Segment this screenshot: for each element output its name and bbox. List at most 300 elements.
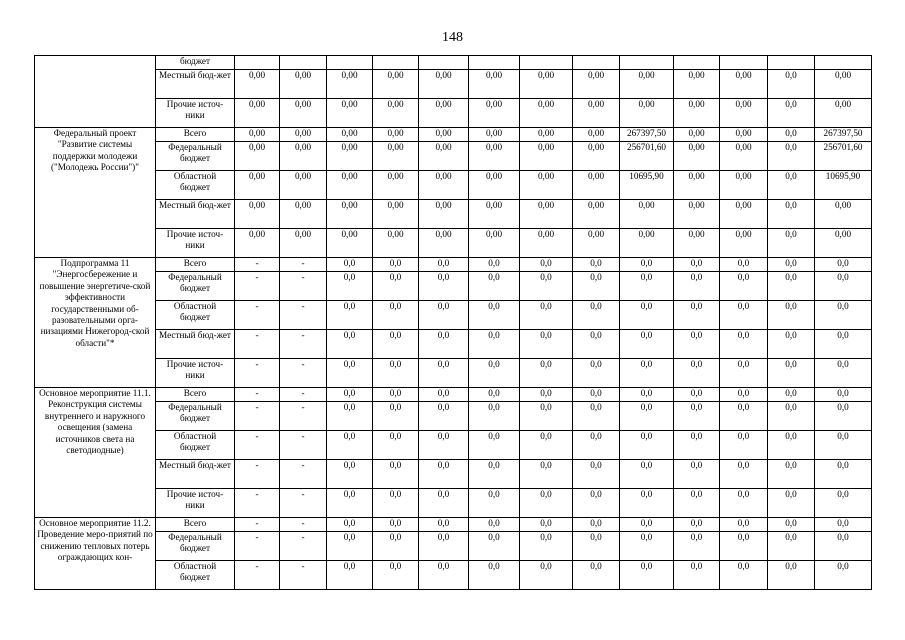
value-cell: 0,00 xyxy=(280,142,327,171)
value-cell xyxy=(469,56,520,70)
value-cell: 0,00 xyxy=(720,171,768,200)
value-cell: 0,0 xyxy=(768,200,815,229)
value-cell: 0,00 xyxy=(373,142,419,171)
value-cell: 0,0 xyxy=(815,518,872,532)
value-cell: 0,0 xyxy=(373,258,419,272)
value-cell: 0,0 xyxy=(720,359,768,388)
value-cell: 0,0 xyxy=(674,359,720,388)
value-cell: 0,00 xyxy=(280,70,327,99)
value-cell: - xyxy=(280,402,327,431)
value-cell: 0,0 xyxy=(768,561,815,590)
value-cell: - xyxy=(235,489,280,518)
value-cell: 0,00 xyxy=(720,99,768,128)
value-cell: 0,00 xyxy=(280,99,327,128)
value-cell: 0,0 xyxy=(674,460,720,489)
funding-source: Федеральный бюджет xyxy=(156,532,235,561)
value-cell: 0,0 xyxy=(327,431,373,460)
value-cell: 0,0 xyxy=(573,561,620,590)
value-cell: 0,00 xyxy=(520,171,573,200)
value-cell: 0,0 xyxy=(373,359,419,388)
table-row xyxy=(35,489,872,518)
value-cell: 0,0 xyxy=(373,330,419,359)
table-row xyxy=(35,359,872,388)
value-cell: 0,0 xyxy=(815,272,872,301)
value-cell: 0,0 xyxy=(573,402,620,431)
value-cell: 0,00 xyxy=(373,171,419,200)
value-cell: 0,0 xyxy=(419,258,469,272)
value-cell: 0,0 xyxy=(327,330,373,359)
value-cell: 0,0 xyxy=(327,460,373,489)
table-row xyxy=(35,330,872,359)
value-cell xyxy=(573,56,620,70)
page-number: 148 xyxy=(442,30,463,45)
value-cell: 0,0 xyxy=(373,272,419,301)
value-cell: 256701,60 xyxy=(815,142,872,171)
value-cell: 0,0 xyxy=(815,489,872,518)
value-cell: 0,0 xyxy=(373,518,419,532)
value-cell: 0,0 xyxy=(419,489,469,518)
value-cell: 0,0 xyxy=(674,388,720,402)
value-cell: 0,0 xyxy=(674,402,720,431)
value-cell: 0,0 xyxy=(520,388,573,402)
value-cell: 0,0 xyxy=(620,489,674,518)
value-cell: 0,00 xyxy=(327,171,373,200)
value-cell: - xyxy=(280,518,327,532)
value-cell xyxy=(815,56,872,70)
table-row xyxy=(35,200,872,229)
value-cell: 0,0 xyxy=(469,272,520,301)
value-cell: 0,0 xyxy=(573,460,620,489)
value-cell: 0,0 xyxy=(419,272,469,301)
value-cell: 0,00 xyxy=(520,229,573,258)
value-cell: 0,0 xyxy=(469,518,520,532)
value-cell: 0,0 xyxy=(373,561,419,590)
value-cell: 0,00 xyxy=(469,70,520,99)
value-cell: 0,0 xyxy=(469,258,520,272)
value-cell xyxy=(620,56,674,70)
table-row xyxy=(35,301,872,330)
value-cell: 0,00 xyxy=(573,99,620,128)
table-row xyxy=(35,272,872,301)
value-cell: 0,0 xyxy=(674,532,720,561)
value-cell: 0,00 xyxy=(720,142,768,171)
funding-source: Прочие источ-ники xyxy=(156,489,235,518)
value-cell: 0,00 xyxy=(327,70,373,99)
value-cell: 0,0 xyxy=(419,518,469,532)
table-row xyxy=(35,70,872,99)
value-cell: 0,0 xyxy=(520,359,573,388)
value-cell: 0,00 xyxy=(419,171,469,200)
value-cell: 10695,90 xyxy=(620,171,674,200)
value-cell: 0,0 xyxy=(373,301,419,330)
table-row xyxy=(35,532,872,561)
value-cell: 267397,50 xyxy=(620,128,674,142)
value-cell: 0,0 xyxy=(768,272,815,301)
funding-source: Местный бюд-жет xyxy=(156,460,235,489)
table-row xyxy=(35,99,872,128)
value-cell: 0,00 xyxy=(373,128,419,142)
value-cell: - xyxy=(235,402,280,431)
value-cell: 0,00 xyxy=(520,128,573,142)
value-cell: - xyxy=(280,431,327,460)
table-row xyxy=(35,431,872,460)
value-cell: 0,00 xyxy=(469,200,520,229)
value-cell: 0,0 xyxy=(815,359,872,388)
table-row xyxy=(35,142,872,171)
value-cell: 0,0 xyxy=(620,460,674,489)
value-cell xyxy=(327,56,373,70)
value-cell: 0,00 xyxy=(815,200,872,229)
value-cell: - xyxy=(280,258,327,272)
value-cell xyxy=(520,56,573,70)
value-cell: 0,0 xyxy=(815,402,872,431)
value-cell: 0,00 xyxy=(674,142,720,171)
value-cell: 0,00 xyxy=(327,128,373,142)
value-cell: 0,0 xyxy=(720,402,768,431)
value-cell: 0,0 xyxy=(620,272,674,301)
value-cell: 0,0 xyxy=(573,301,620,330)
value-cell: 0,00 xyxy=(280,171,327,200)
value-cell: 0,0 xyxy=(327,359,373,388)
value-cell: 0,00 xyxy=(720,70,768,99)
value-cell: 0,0 xyxy=(620,431,674,460)
value-cell: 0,0 xyxy=(469,359,520,388)
value-cell: 0,00 xyxy=(573,142,620,171)
value-cell: 0,00 xyxy=(419,142,469,171)
table-row xyxy=(35,518,872,532)
value-cell: 0,0 xyxy=(573,532,620,561)
value-cell: 0,0 xyxy=(327,532,373,561)
value-cell: 0,0 xyxy=(674,489,720,518)
value-cell: - xyxy=(235,561,280,590)
value-cell: 10695,90 xyxy=(815,171,872,200)
funding-source: Федеральный бюджет xyxy=(156,272,235,301)
value-cell: 0,0 xyxy=(720,388,768,402)
funding-source: бюджет xyxy=(156,56,235,70)
value-cell: 0,0 xyxy=(720,460,768,489)
value-cell: 0,00 xyxy=(280,229,327,258)
value-cell: 0,0 xyxy=(573,258,620,272)
value-cell: 0,0 xyxy=(573,431,620,460)
value-cell: - xyxy=(235,532,280,561)
funding-source: Всего xyxy=(156,518,235,532)
value-cell: - xyxy=(280,561,327,590)
value-cell: 0,0 xyxy=(620,532,674,561)
value-cell: 0,0 xyxy=(720,330,768,359)
value-cell: 0,0 xyxy=(419,561,469,590)
value-cell xyxy=(419,56,469,70)
value-cell: 0,00 xyxy=(620,200,674,229)
value-cell: - xyxy=(235,460,280,489)
value-cell: 0,0 xyxy=(419,330,469,359)
value-cell: 0,00 xyxy=(327,99,373,128)
row-description xyxy=(35,56,156,128)
value-cell: 0,00 xyxy=(469,128,520,142)
value-cell: 0,0 xyxy=(373,431,419,460)
value-cell: - xyxy=(280,460,327,489)
value-cell: 0,0 xyxy=(620,388,674,402)
value-cell: 0,0 xyxy=(720,518,768,532)
value-cell: 0,0 xyxy=(768,489,815,518)
value-cell: 0,0 xyxy=(768,171,815,200)
value-cell: - xyxy=(235,359,280,388)
value-cell: 0,0 xyxy=(674,518,720,532)
value-cell: 0,0 xyxy=(720,258,768,272)
value-cell: 0,00 xyxy=(674,99,720,128)
value-cell: 0,00 xyxy=(373,99,419,128)
value-cell: 0,0 xyxy=(469,532,520,561)
value-cell: 0,0 xyxy=(373,460,419,489)
value-cell: 0,0 xyxy=(768,142,815,171)
value-cell: 0,0 xyxy=(768,229,815,258)
value-cell xyxy=(373,56,419,70)
value-cell: 0,00 xyxy=(235,229,280,258)
value-cell: 0,0 xyxy=(520,258,573,272)
value-cell: 0,0 xyxy=(419,402,469,431)
value-cell: 0,00 xyxy=(674,229,720,258)
value-cell: 0,00 xyxy=(620,70,674,99)
table-row xyxy=(35,460,872,489)
value-cell: 0,00 xyxy=(327,200,373,229)
value-cell: 0,00 xyxy=(620,229,674,258)
value-cell: 0,0 xyxy=(674,561,720,590)
funding-source: Местный бюд-жет xyxy=(156,200,235,229)
table-row xyxy=(35,128,872,142)
value-cell: 0,0 xyxy=(520,460,573,489)
value-cell: 0,0 xyxy=(768,70,815,99)
value-cell: 0,00 xyxy=(815,99,872,128)
funding-source: Прочие источ-ники xyxy=(156,359,235,388)
value-cell: 0,0 xyxy=(520,301,573,330)
value-cell: 0,0 xyxy=(327,402,373,431)
value-cell: 0,00 xyxy=(235,142,280,171)
value-cell: 0,0 xyxy=(720,431,768,460)
value-cell: 267397,50 xyxy=(815,128,872,142)
row-description: Подпрограмма 11 "Энергосбережение и повышение энергетиче-ской эффективности государственными об-разовательными орга-низациями Нижегород-ской области"* xyxy=(35,258,156,388)
value-cell: - xyxy=(280,272,327,301)
value-cell: 0,0 xyxy=(520,330,573,359)
value-cell: 0,00 xyxy=(235,99,280,128)
value-cell: 0,00 xyxy=(520,99,573,128)
value-cell: 0,0 xyxy=(469,388,520,402)
value-cell: 0,0 xyxy=(720,561,768,590)
value-cell: 0,00 xyxy=(815,229,872,258)
value-cell: 0,0 xyxy=(327,518,373,532)
value-cell: 0,00 xyxy=(674,128,720,142)
value-cell: 0,0 xyxy=(620,402,674,431)
value-cell: 0,0 xyxy=(469,431,520,460)
value-cell: 0,0 xyxy=(520,489,573,518)
value-cell: 0,0 xyxy=(768,388,815,402)
funding-source: Областной бюджет xyxy=(156,171,235,200)
value-cell: 256701,60 xyxy=(620,142,674,171)
value-cell: 0,00 xyxy=(674,171,720,200)
value-cell: 0,0 xyxy=(815,258,872,272)
table-body xyxy=(35,56,872,590)
funding-source: Федеральный бюджет xyxy=(156,402,235,431)
value-cell: 0,0 xyxy=(768,402,815,431)
value-cell: 0,00 xyxy=(720,229,768,258)
value-cell: 0,00 xyxy=(469,171,520,200)
value-cell: 0,00 xyxy=(327,142,373,171)
value-cell: 0,0 xyxy=(674,330,720,359)
value-cell: - xyxy=(235,388,280,402)
budget-table xyxy=(34,55,872,590)
value-cell: 0,0 xyxy=(520,431,573,460)
value-cell: 0,00 xyxy=(720,200,768,229)
value-cell: 0,0 xyxy=(620,330,674,359)
value-cell: 0,0 xyxy=(373,388,419,402)
value-cell: 0,0 xyxy=(768,518,815,532)
value-cell: 0,0 xyxy=(419,301,469,330)
value-cell: 0,0 xyxy=(768,359,815,388)
value-cell: 0,0 xyxy=(674,272,720,301)
value-cell: - xyxy=(280,359,327,388)
value-cell: 0,00 xyxy=(235,171,280,200)
funding-source: Прочие источ-ники xyxy=(156,229,235,258)
table-row xyxy=(35,402,872,431)
value-cell: 0,00 xyxy=(573,200,620,229)
value-cell: 0,0 xyxy=(520,532,573,561)
value-cell: 0,0 xyxy=(327,258,373,272)
value-cell: 0,0 xyxy=(674,431,720,460)
value-cell: - xyxy=(235,301,280,330)
value-cell: 0,00 xyxy=(720,128,768,142)
value-cell: 0,00 xyxy=(674,200,720,229)
value-cell: 0,0 xyxy=(573,518,620,532)
row-description: Основное мероприятие 11.1. Реконструкция системы внутреннего и наружного освещения (замена источников света на светодиодные) xyxy=(35,388,156,518)
value-cell: 0,0 xyxy=(815,431,872,460)
funding-source: Федеральный бюджет xyxy=(156,142,235,171)
value-cell: 0,00 xyxy=(419,200,469,229)
value-cell: 0,0 xyxy=(720,532,768,561)
value-cell: 0,0 xyxy=(373,489,419,518)
value-cell: 0,0 xyxy=(469,301,520,330)
value-cell: 0,0 xyxy=(327,301,373,330)
value-cell: 0,00 xyxy=(280,200,327,229)
value-cell: 0,0 xyxy=(469,402,520,431)
value-cell: 0,0 xyxy=(327,561,373,590)
value-cell: 0,00 xyxy=(327,229,373,258)
value-cell: 0,0 xyxy=(419,532,469,561)
value-cell: 0,0 xyxy=(620,301,674,330)
funding-source: Местный бюд-жет xyxy=(156,330,235,359)
value-cell: 0,0 xyxy=(520,272,573,301)
value-cell: 0,0 xyxy=(815,460,872,489)
value-cell: 0,00 xyxy=(469,229,520,258)
value-cell: 0,0 xyxy=(815,330,872,359)
funding-source: Областной бюджет xyxy=(156,561,235,590)
value-cell: 0,0 xyxy=(768,532,815,561)
value-cell: 0,0 xyxy=(815,388,872,402)
funding-source: Областной бюджет xyxy=(156,301,235,330)
table-row xyxy=(35,229,872,258)
value-cell: 0,0 xyxy=(520,402,573,431)
value-cell: 0,0 xyxy=(419,431,469,460)
value-cell: 0,0 xyxy=(469,460,520,489)
value-cell: 0,0 xyxy=(573,388,620,402)
value-cell: - xyxy=(280,301,327,330)
table-row xyxy=(35,258,872,272)
value-cell: - xyxy=(235,330,280,359)
value-cell: 0,0 xyxy=(419,359,469,388)
value-cell: - xyxy=(235,258,280,272)
value-cell: 0,0 xyxy=(620,258,674,272)
value-cell: 0,00 xyxy=(419,229,469,258)
value-cell: 0,0 xyxy=(373,402,419,431)
value-cell: 0,0 xyxy=(419,460,469,489)
funding-source: Областной бюджет xyxy=(156,431,235,460)
value-cell: 0,0 xyxy=(768,128,815,142)
value-cell: 0,0 xyxy=(815,301,872,330)
value-cell: 0,00 xyxy=(235,128,280,142)
value-cell: - xyxy=(280,532,327,561)
value-cell: 0,00 xyxy=(573,128,620,142)
table-row xyxy=(35,56,872,70)
value-cell: 0,00 xyxy=(469,142,520,171)
value-cell: 0,0 xyxy=(573,330,620,359)
value-cell: 0,0 xyxy=(620,561,674,590)
value-cell: 0,00 xyxy=(620,99,674,128)
value-cell: 0,0 xyxy=(419,388,469,402)
row-description: Федеральный проект "Развитие системы поддержки молодежи ("Молодежь России")" xyxy=(35,128,156,258)
value-cell: 0,0 xyxy=(573,359,620,388)
value-cell: 0,0 xyxy=(327,272,373,301)
value-cell: 0,00 xyxy=(573,229,620,258)
value-cell: 0,0 xyxy=(768,330,815,359)
value-cell: 0,00 xyxy=(419,99,469,128)
value-cell: 0,00 xyxy=(373,200,419,229)
funding-source: Прочие источ-ники xyxy=(156,99,235,128)
funding-source: Местный бюд-жет xyxy=(156,70,235,99)
funding-source: Всего xyxy=(156,128,235,142)
value-cell: 0,00 xyxy=(674,70,720,99)
value-cell: 0,0 xyxy=(815,532,872,561)
value-cell: 0,00 xyxy=(520,142,573,171)
value-cell: 0,0 xyxy=(469,561,520,590)
value-cell xyxy=(768,56,815,70)
value-cell: 0,00 xyxy=(573,171,620,200)
value-cell: 0,0 xyxy=(520,518,573,532)
value-cell xyxy=(280,56,327,70)
funding-source: Всего xyxy=(156,388,235,402)
value-cell: 0,0 xyxy=(620,359,674,388)
value-cell: 0,0 xyxy=(720,301,768,330)
value-cell: 0,00 xyxy=(373,229,419,258)
table-row xyxy=(35,388,872,402)
value-cell: 0,0 xyxy=(768,258,815,272)
value-cell: 0,0 xyxy=(768,460,815,489)
value-cell xyxy=(235,56,280,70)
value-cell: 0,00 xyxy=(235,70,280,99)
value-cell: 0,0 xyxy=(768,301,815,330)
value-cell: 0,0 xyxy=(815,561,872,590)
value-cell xyxy=(720,56,768,70)
value-cell: - xyxy=(280,388,327,402)
value-cell: 0,0 xyxy=(768,99,815,128)
value-cell: 0,0 xyxy=(573,489,620,518)
table-row xyxy=(35,171,872,200)
value-cell: 0,00 xyxy=(520,70,573,99)
value-cell: 0,00 xyxy=(373,70,419,99)
value-cell: 0,00 xyxy=(235,200,280,229)
value-cell: - xyxy=(280,489,327,518)
table-row xyxy=(35,561,872,590)
value-cell: 0,0 xyxy=(620,518,674,532)
value-cell: 0,0 xyxy=(720,272,768,301)
value-cell: 0,0 xyxy=(674,258,720,272)
value-cell: 0,0 xyxy=(327,388,373,402)
